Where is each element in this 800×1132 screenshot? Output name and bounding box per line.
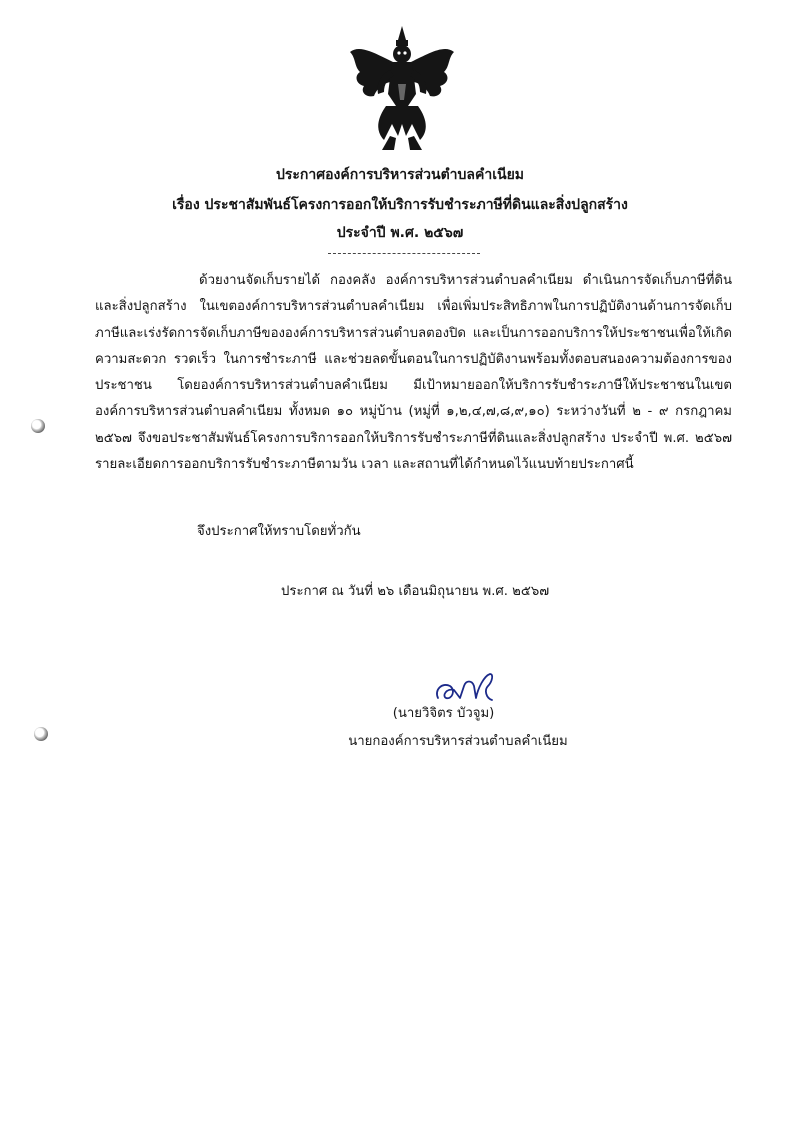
punch-hole: [34, 727, 48, 741]
signer-name: (นายวิจิตร บัวจูม): [392, 706, 495, 721]
closing-line: จึงประกาศให้ทราบโดยทั่วกัน: [197, 524, 361, 539]
announcement-title: ประกาศองค์การบริหารส่วนตำบลคำเนียม: [275, 167, 525, 183]
divider-line: [328, 253, 480, 254]
signer-title: นายกองค์การบริหารส่วนตำบลคำเนียม: [348, 734, 568, 749]
body-paragraph-block: [95, 268, 732, 478]
announcement-subject: เรื่อง ประชาสัมพันธ์โครงการออกให้บริการรับชำระภาษีที่ดินและสิ่งปลูกสร้าง: [172, 197, 628, 213]
punch-hole: [31, 419, 45, 433]
body-paragraph: ด้วยงานจัดเก็บรายได้ กองคลัง องค์การบริหารส่วนตำบลคำเนียม ดำเนินการจัดเก็บภาษีที่ดินและสิ่งปลูกสร้าง ในเขตองค์การบริหารส่วนตำบลคำเนียม เพื่อเพิ่มประสิทธิภาพในการปฏิบัติงานด้านการจัดเก็บภาษีและเร่งรัดการจัดเก็บภาษีขององค์การบริหารส่วนตำบลตองปิด และเป็นการออกบริการให้ประชาชนเพื่อให้เกิดความสะดวก รวดเร็ว ในการชำระภาษี และช่วยลดขั้นตอนในการปฏิบัติงานพร้อมทั้งตอบสนองความต้องการของประชาชน โดยองค์การบริหารส่วนตำบลคำเนียม มีเป้าหมายออกให้บริการรับชำระภาษีให้ประชาชนในเขตองค์การบริหารส่วนตำบลคำเนียม ทั้งหมด ๑๐ หมู่บ้าน (หมู่ที่ ๑,๒,๔,๗,๘,๙,๑๐) ระหว่างวันที่ ๒ - ๙ กรกฎาคม ๒๕๖๗ จึงขอประชาสัมพันธ์โครงการบริการออกให้บริการรับชำระภาษีที่ดินและสิ่งปลูกสร้าง ประจำปี พ.ศ. ๒๕๖๗ รายละเอียดการออกบริการรับชำระภาษีตามวัน เวลา และสถานที่ได้กำหนดไว้แนบท้ายประกาศนี้: [95, 273, 732, 473]
garuda-emblem-icon: [346, 24, 458, 154]
announcement-date: ประกาศ ณ วันที่ ๒๖ เดือนมิถุนายน พ.ศ. ๒๕๖๗: [281, 584, 550, 599]
announcement-year: ประจำปี พ.ศ. ๒๕๖๗: [336, 225, 464, 241]
